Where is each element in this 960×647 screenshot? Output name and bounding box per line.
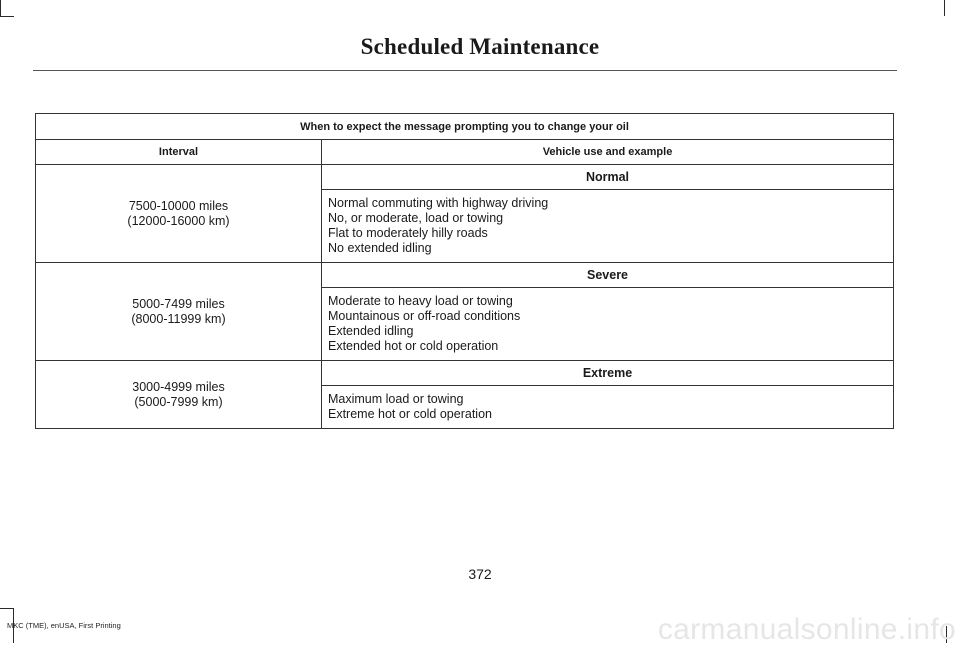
interval-miles: 5000-7499 miles xyxy=(132,296,225,311)
list-item: Maximum load or towing xyxy=(328,392,464,406)
example-list xyxy=(322,190,894,263)
page-title: Scheduled Maintenance xyxy=(360,34,600,59)
category-label: Extreme xyxy=(322,361,894,386)
category-label: Normal xyxy=(322,165,894,190)
example-list xyxy=(322,288,894,361)
interval-cell xyxy=(36,263,322,361)
interval-miles: 3000-4999 miles xyxy=(132,379,225,394)
table-row xyxy=(36,165,894,190)
crop-mark-bottom-left xyxy=(0,608,14,609)
column-header-vehicle-use: Vehicle use and example xyxy=(322,140,894,165)
table-row xyxy=(36,361,894,386)
oil-change-table xyxy=(35,113,894,429)
edition-footer: MKC (TME), enUSA, First Printing xyxy=(7,621,121,630)
crop-mark-top-left xyxy=(0,0,1,16)
example-list xyxy=(322,386,894,429)
interval-cell xyxy=(36,165,322,263)
table-caption: When to expect the message prompting you to change your oil xyxy=(36,114,894,140)
watermark: carmanualsonline.info xyxy=(657,613,956,646)
interval-km: (5000-7999 km) xyxy=(134,394,223,409)
list-item: No extended idling xyxy=(328,241,432,255)
interval-miles: 7500-10000 miles xyxy=(128,198,229,213)
page-number: 372 xyxy=(468,566,492,582)
list-item: Extended idling xyxy=(328,324,414,338)
list-item: Extended hot or cold operation xyxy=(328,339,499,353)
crop-mark-top-left xyxy=(0,16,14,17)
header-divider xyxy=(33,70,897,71)
interval-cell xyxy=(36,361,322,429)
table-caption-row xyxy=(36,114,894,140)
interval-km: (8000-11999 km) xyxy=(131,311,226,326)
crop-mark-top-right xyxy=(944,0,945,16)
table-header-row xyxy=(36,140,894,165)
category-label: Severe xyxy=(322,263,894,288)
list-item: Flat to moderately hilly roads xyxy=(328,226,488,240)
list-item: Moderate to heavy load or towing xyxy=(328,294,513,308)
table-row xyxy=(36,263,894,288)
interval-km: (12000-16000 km) xyxy=(127,213,230,228)
list-item: No, or moderate, load or towing xyxy=(328,211,504,225)
list-item: Normal commuting with highway driving xyxy=(328,196,549,210)
list-item: Extreme hot or cold operation xyxy=(328,407,492,421)
list-item: Mountainous or off-road conditions xyxy=(328,309,521,323)
column-header-interval: Interval xyxy=(36,140,322,165)
